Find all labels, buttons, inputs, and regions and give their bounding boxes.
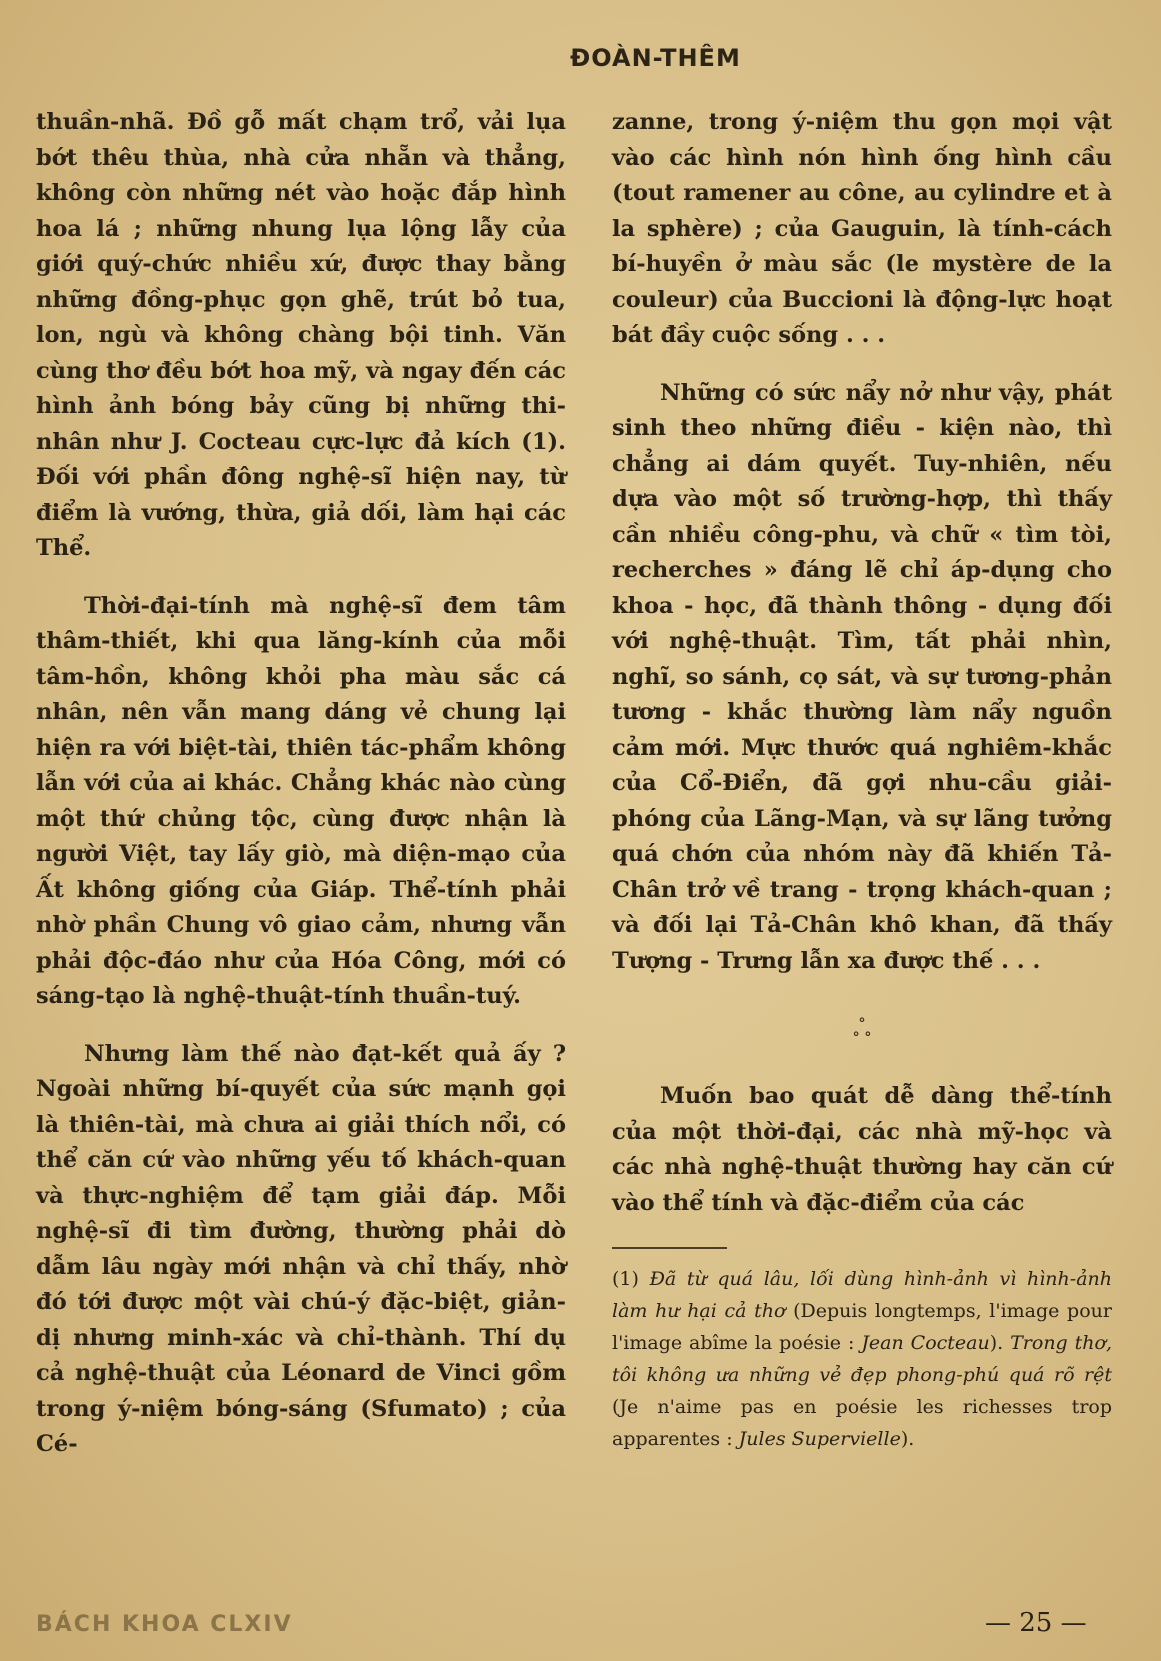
footnote-text-3: ).	[989, 1332, 1011, 1354]
right-paragraph-2: Những có sức nẩy nở như vậy, phát sinh theo những điều - kiện nào, thì chẳng ai dám quyết. Tuy-nhiên, nếu dựa vào một số trường-hợp, thì thấy cần nhiều công-phu, và chữ « tìm tòi, recherches » đáng lẽ chỉ áp-dụng cho khoa - học, đã thành thông - dụng đối với nghệ-thuật. Tìm, tất phải nhìn, nghĩ, so sánh, cọ sát, và sự tương-phản tương - khắc thường làm nẩy nguồn cảm mới. Mực thước quá nghiêm-khắc của Cổ-Điển, đã gợi nhu-cầu giải-phóng của Lãng-Mạn, và sự lãng tưởng quá chớn của nhóm này đã khiến Tả-Chân trở về trang - trọng khách-quan ; và đối lại Tả-Chân khô khan, đã thấy Tượng - Trưng lẫn xa được thế . . .	[612, 379, 1112, 974]
right-paragraph-3: Muốn bao quát dễ dàng thể-tính của một thời-đại, các nhà mỹ-học và các nhà nghệ-thuật thường hay căn cứ vào thể tính và đặc-điểm của các	[612, 1083, 1112, 1216]
footnote-text-2: (Depuis longtemps, l'image pour l'image abîme la poésie :	[612, 1300, 1112, 1354]
left-column	[36, 105, 566, 1463]
left-paragraph-2: Thời-đại-tính mà nghệ-sĩ đem tâm thâm-thiết, khi qua lăng-kính của mỗi tâm-hồn, không khỏi pha màu sắc cá nhân, nên vẫn mang dáng vẻ chung lại hiện ra với biệt-tài, thiên tác-phẩm không lẫn với của ai khác. Chẳng khác nào cùng một thứ chủng tộc, cùng được nhận là người Việt, tay lấy giò, mà diện-mạo của Ất không giống của Giáp. Thể-tính phải nhờ phần Chung vô giao cảm, nhưng vẫn phải độc-đáo như của Hóa Công, mới có sáng-tạo là nghệ-thuật-tính thuần-tuý.	[36, 592, 566, 1009]
footnote-divider	[612, 1247, 727, 1249]
footnote-marker: (1)	[612, 1268, 639, 1290]
right-column	[612, 105, 1112, 1455]
footnote-text-5: (Je n'aime pas en poésie les richesses trop apparentes :	[612, 1396, 1112, 1450]
footnote-text-6: ).	[900, 1428, 915, 1450]
left-paragraph-1: thuần-nhã. Đồ gỗ mất chạm trổ, vải lụa bớt thêu thùa, nhà cửa nhẵn và thẳng, không còn những nét vào hoặc đắp hình hoa lá ; những nhung lụa lộng lẫy của giới quý-chức nhiều xứ, được thay bằng những đồng-phục gọn ghẽ, trút bỏ tua, lon, ngù và không chàng bội tinh. Văn cùng thơ đều bớt hoa mỹ, và ngay đến các hình ảnh bóng bảy cũng bị những thi-nhân như J. Cocteau cực-lực đả kích (1). Đối với phần đông nghệ-sĩ hiện nay, từ điểm là vướng, thừa, giả dối, làm hại các Thể.	[36, 109, 566, 561]
footnote-author-2: Jules Supervielle	[738, 1428, 901, 1450]
page-header: ĐOÀN-THÊM	[570, 44, 741, 72]
right-paragraph-1: zanne, trong ý-niệm thu gọn mọi vật vào các hình nón hình ống hình cầu (tout ramener au cône, au cylindre et à la sphère) ; của Gauguin, là tính-cách bí-huyền ở màu sắc (le mystère de la couleur) của Buccioni là động-lực hoạt bát đầy cuộc sống . . .	[612, 109, 1112, 348]
page-number: — 25 —	[985, 1608, 1087, 1638]
footnote-author-1: Jean Cocteau	[861, 1332, 990, 1354]
footnote-text-4: Trong thơ, tôi không ưa những vẻ đẹp phong-phú quá rõ rệt	[612, 1332, 1112, 1386]
magazine-footer: BÁCH KHOA CLXIV	[36, 1612, 293, 1637]
footnote	[612, 1263, 1112, 1455]
section-divider-icon: ° ° °	[852, 1016, 872, 1046]
left-paragraph-3: Nhưng làm thế nào đạt-kết quả ấy ? Ngoài những bí-quyết của sức mạnh gọi là thiên-tài, mà chưa ai giải thích nổi, có thể căn cứ vào những yếu tố khách-quan và thực-nghiệm để tạm giải đáp. Mỗi nghệ-sĩ đi tìm đường, thường phải dò dẫm lâu ngày mới nhận và chỉ thấy, nhờ đó tới được một vài chú-ý đặc-biệt, giản-dị nhưng minh-xác và chỉ-thành. Thí dụ cả nghệ-thuật của Léonard de Vinci gồm trong ý-niệm bóng-sáng (Sfumato) ; của Cé-	[36, 1040, 566, 1457]
footnote-text-1: Đã từ quá lâu, lối dùng hình-ảnh vì hình-ảnh làm hư hại cả thơ	[612, 1268, 1112, 1322]
